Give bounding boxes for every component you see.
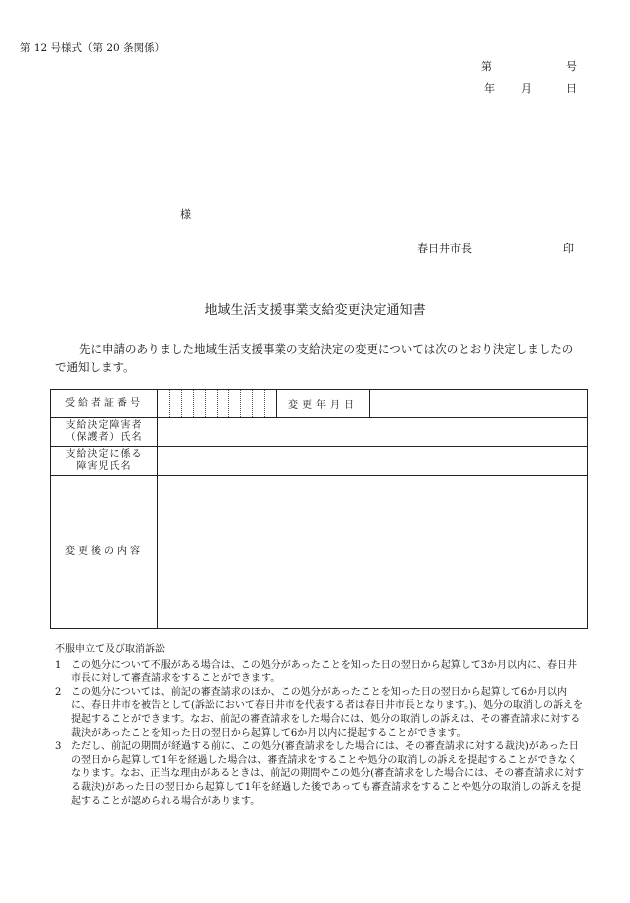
child-label-line1: 支給決定に係る [65,449,143,460]
table-row [51,418,588,447]
date-day: 日 [566,82,577,95]
digit-box[interactable] [182,390,194,417]
applicant-label-line2: （保護者）氏名 [65,432,143,443]
digit-box[interactable] [206,390,218,417]
note-text: ただし、前記の期間が経過する前に、この処分(審査請求をした場合には、その審査請求に対する裁決)があった日の翌日から起算して1年を経過した場合は、審査請求をすることや処分の取消しの訴えを提起することができなくなります。なお、正当な理由があるときは、前記の期間やこの処分(審査請求をした場合には、その審査請求に対する裁決)があった日の翌日から起算して1年を経過した後であっても審査請求をすることや処分の取消しの訴えを提起することが認められる場合があります。 [71,741,585,807]
note-text: この処分については、前記の審査請求のほか、この処分があったことを知った日の翌日から起算して6か月以内に、春日井市を被告として(訴訟において春日井市を代表する者は春日井市長となります。)、処分の取消しの訴えを提起することができます。なお、前記の審査請求をした場合には、処分の取消しの訴えは、その審査請求に対する裁決があったことを知った日の翌日から起算して6か月以内に提起することができます。 [71,686,584,739]
changed-content-field[interactable] [158,476,588,629]
recipient-number-boxes [158,390,276,417]
changed-content-label: 変更後の内容 [51,476,158,629]
list-item [55,659,585,686]
applicant-name-field[interactable] [158,418,588,447]
doc-number-suffix: 号 [566,60,577,73]
notes-heading: 不服申立て及び取消訴訟 [55,644,165,655]
notification-form-table [50,389,588,629]
list-item [55,740,585,808]
child-name-field[interactable] [158,447,588,476]
date-year: 年 [484,82,495,95]
applicant-label-line1: 支給決定障害者 [65,420,143,431]
digit-box[interactable] [229,390,241,417]
digit-box[interactable] [158,390,170,417]
recipient-number-label: 受給者証番号 [51,390,158,418]
note-text: この処分について不服がある場合は、この処分があったことを知った日の翌日から起算して3か月以内に、春日井市長に対して審査請求をすることができます。 [71,659,578,685]
list-item [55,686,585,740]
doc-number-prefix: 第 [481,60,492,73]
note-number: 2 [55,686,62,698]
form-number: 第 12 号様式（第 20 条関係） [20,42,166,54]
change-date-label: 変更年月日 [277,390,370,418]
child-name-label [51,447,158,476]
note-number: 1 [55,659,62,671]
document-title: 地域生活支援事業支給変更決定通知書 [204,303,426,318]
addressee-honorific: 様 [180,208,191,221]
seal-mark: 印 [563,242,574,255]
child-label-line2: 障害児氏名 [76,461,132,472]
sender-name: 春日井市長 [417,242,472,255]
digit-box[interactable] [194,390,206,417]
note-number: 3 [55,741,62,753]
digit-box[interactable] [170,390,182,417]
intro-paragraph: 先に申請のありました地域生活支援事業の支給決定の変更については次のとおり決定しましたので通知します。 [55,342,574,374]
digit-box[interactable] [241,390,253,417]
digit-box[interactable] [218,390,230,417]
digit-box[interactable] [265,390,276,417]
table-row [51,447,588,476]
recipient-number-field[interactable] [158,390,277,418]
table-row [51,390,588,418]
date-month: 月 [521,82,532,95]
table-row [51,476,588,629]
applicant-name-label [51,418,158,447]
change-date-field[interactable] [370,390,588,418]
digit-box[interactable] [253,390,265,417]
appeal-notes [55,643,585,808]
